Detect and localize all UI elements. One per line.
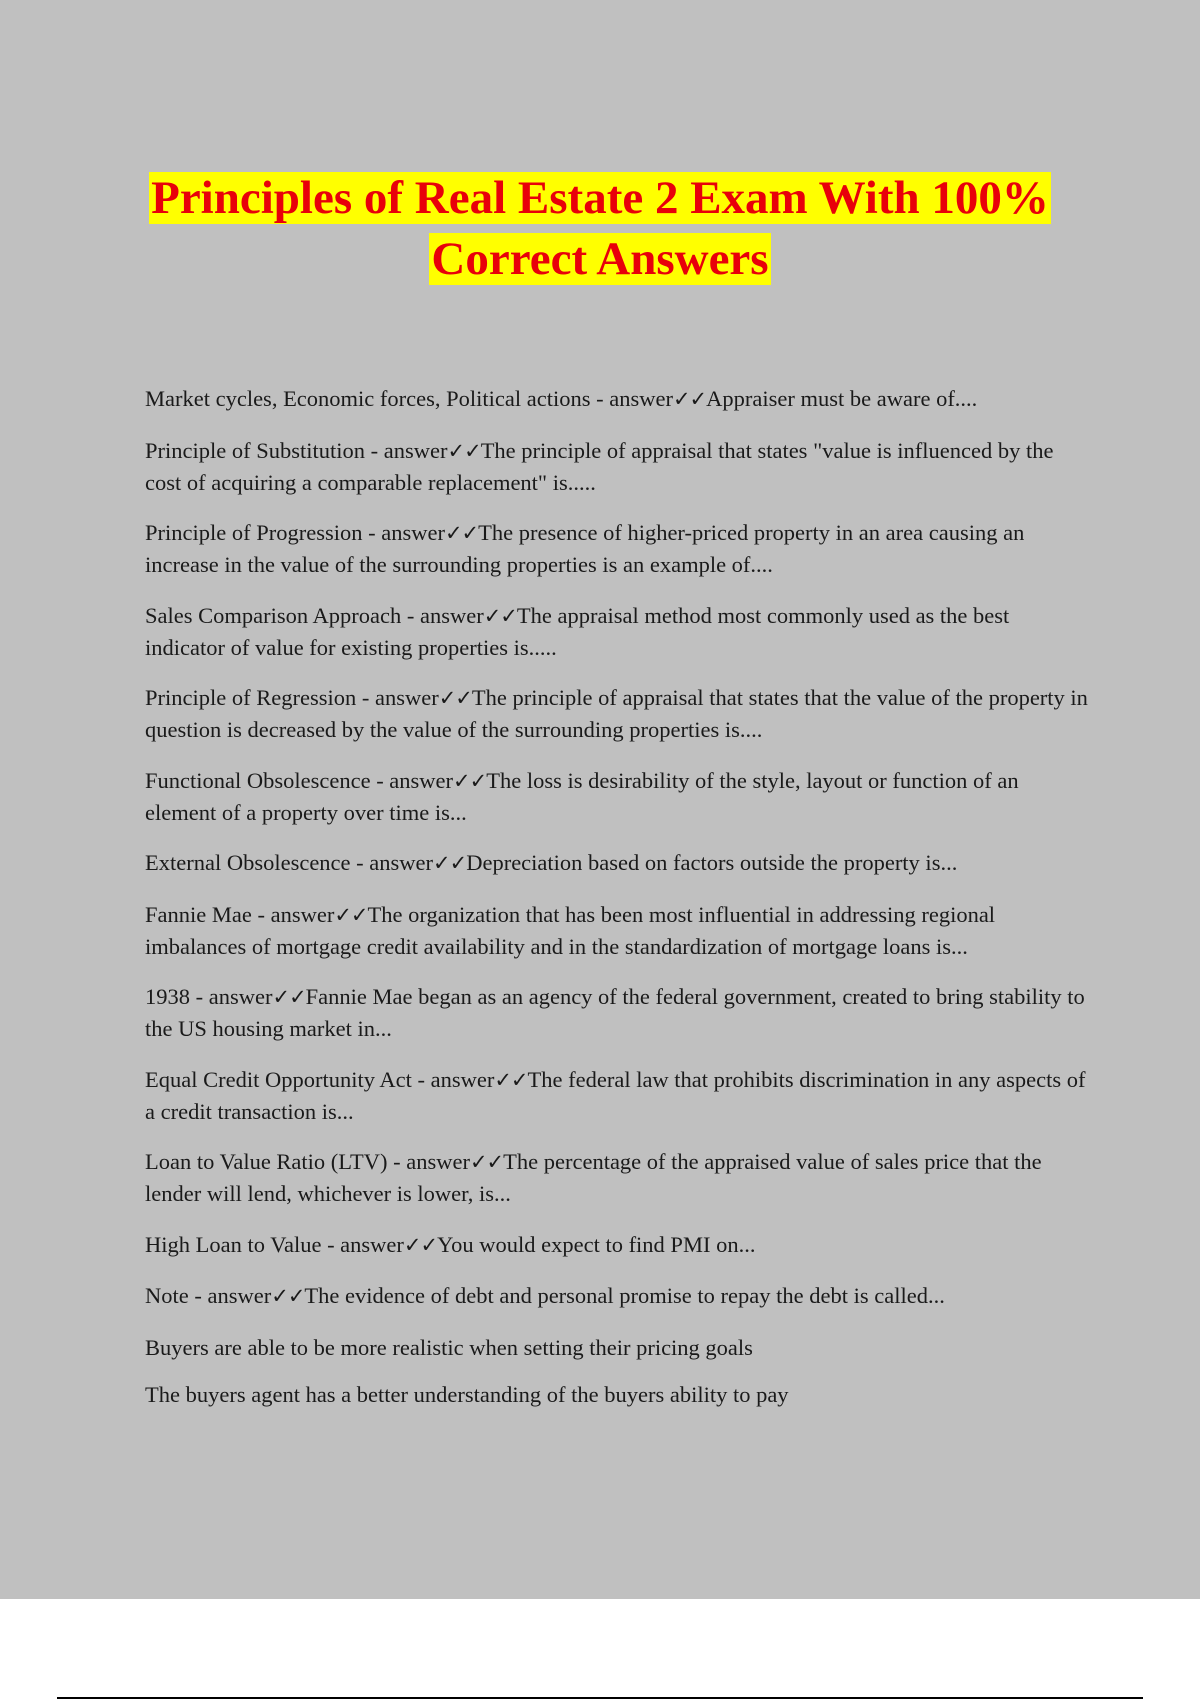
checkmark-icon: ✓✓ (483, 603, 517, 628)
title-line-2: Correct Answers (431, 233, 769, 285)
checkmark-icon: ✓✓ (272, 985, 306, 1009)
qa-item (145, 600, 1091, 663)
plain-line: The buyers agent has a better understanding of the buyers ability to pay (145, 1381, 789, 1407)
qa-answer-text: Appraiser must be aware of.... (706, 386, 978, 411)
answer-separator: - answer (190, 984, 273, 1009)
checkmark-icon: ✓✓ (672, 387, 707, 411)
page-title (0, 168, 1200, 290)
answer-separator: - answer (411, 1066, 495, 1092)
checkmark-icon: ✓✓ (334, 902, 368, 927)
qa-item (145, 435, 1091, 498)
qa-term: Principle of Progression (145, 520, 363, 545)
answer-separator: - answer (387, 1149, 470, 1174)
checkmark-icon: ✓✓ (433, 851, 467, 875)
checkmark-icon: ✓✓ (444, 521, 479, 545)
qa-answer-text: You would expect to find PMI on... (437, 1231, 756, 1257)
qa-answer-text: The federal law that prohibits discrimination in any aspects of a credit transaction is... (145, 1066, 1086, 1124)
qa-answer-text: Depreciation based on factors outside the property is... (466, 850, 958, 875)
checkmark-icon: ✓✓ (494, 1067, 528, 1092)
qa-item (145, 682, 1091, 745)
qa-item (145, 383, 1091, 415)
qa-term: External Obsolescence (145, 850, 351, 875)
qa-answer-text: The presence of higher-priced property in an area causing an increase in the value of the surrounding properties is an example of.... (145, 520, 1025, 577)
title-line-1: Principles of Real Estate 2 Exam With 100% (151, 172, 1049, 224)
qa-answer-text: The principle of appraisal that states that the value of the property in question is decreased by the value of the surrounding properties is.... (145, 685, 1088, 742)
qa-term: Functional Obsolescence (145, 767, 371, 793)
checkmark-icon: ✓✓ (403, 1232, 438, 1257)
footer-divider (57, 1697, 1143, 1699)
qa-item (145, 1280, 1091, 1312)
plain-line: Buyers are able to be more realistic when setting their pricing goals (145, 1334, 753, 1360)
qa-term: Principle of Regression (145, 685, 357, 710)
qa-term: Sales Comparison Approach (145, 602, 402, 628)
qa-item (145, 1146, 1091, 1209)
qa-item (145, 517, 1091, 580)
qa-item (145, 981, 1091, 1044)
qa-term: Loan to Value Ratio (LTV) (145, 1149, 388, 1174)
qa-term: Market cycles, Economic forces, Political actions (145, 386, 591, 411)
qa-item (145, 1229, 1091, 1261)
answer-separator: - answer (321, 1231, 404, 1257)
qa-list (145, 383, 1091, 1426)
qa-item (145, 1064, 1091, 1127)
checkmark-icon: ✓✓ (469, 1150, 504, 1174)
qa-answer-text: The principle of appraisal that states "value is influenced by the cost of acquiring a comparable replacement" is..... (145, 437, 1054, 495)
answer-separator: - answer (251, 901, 335, 927)
qa-term: Equal Credit Opportunity Act (145, 1066, 412, 1092)
answer-separator: - answer (362, 520, 445, 545)
qa-term: Principle of Substitution (145, 437, 366, 463)
answer-separator: - answer (590, 386, 673, 411)
qa-answer-text: The loss is desirability of the style, layout or function of an element of a property over time is... (145, 767, 1019, 825)
checkmark-icon: ✓✓ (453, 768, 487, 793)
answer-separator: - answer (350, 850, 434, 875)
qa-item (145, 899, 1091, 962)
checkmark-icon: ✓✓ (271, 1284, 305, 1308)
qa-term: High Loan to Value (145, 1231, 322, 1257)
qa-answer-text: The appraisal method most commonly used as the best indicator of value for existing properties is..... (145, 602, 1010, 660)
checkmark-icon: ✓✓ (447, 438, 481, 463)
qa-answer-text: The percentage of the appraised value of sales price that the lender will lend, whichever is lower, is... (145, 1149, 1042, 1206)
answer-separator: - answer (356, 685, 439, 710)
qa-term: Fannie Mae (145, 901, 252, 927)
checkmark-icon: ✓✓ (438, 686, 472, 710)
qa-term: Note (145, 1283, 189, 1308)
answer-separator: - answer (370, 767, 454, 793)
qa-answer-text: Fannie Mae began as an agency of the federal government, created to bring stability to the US housing market in... (145, 984, 1085, 1041)
answer-separator: - answer (188, 1283, 272, 1308)
qa-item (145, 765, 1091, 828)
answer-separator: - answer (401, 602, 484, 628)
qa-answer-text: The organization that has been most influential in addressing regional imbalances of mortgage credit availability and in the standardization of mortgage loans is... (145, 901, 996, 959)
qa-answer-text: The evidence of debt and personal promise to repay the debt is called... (304, 1283, 945, 1308)
qa-item (145, 847, 1091, 879)
answer-separator: - answer (365, 437, 448, 463)
qa-term: 1938 (145, 984, 190, 1009)
